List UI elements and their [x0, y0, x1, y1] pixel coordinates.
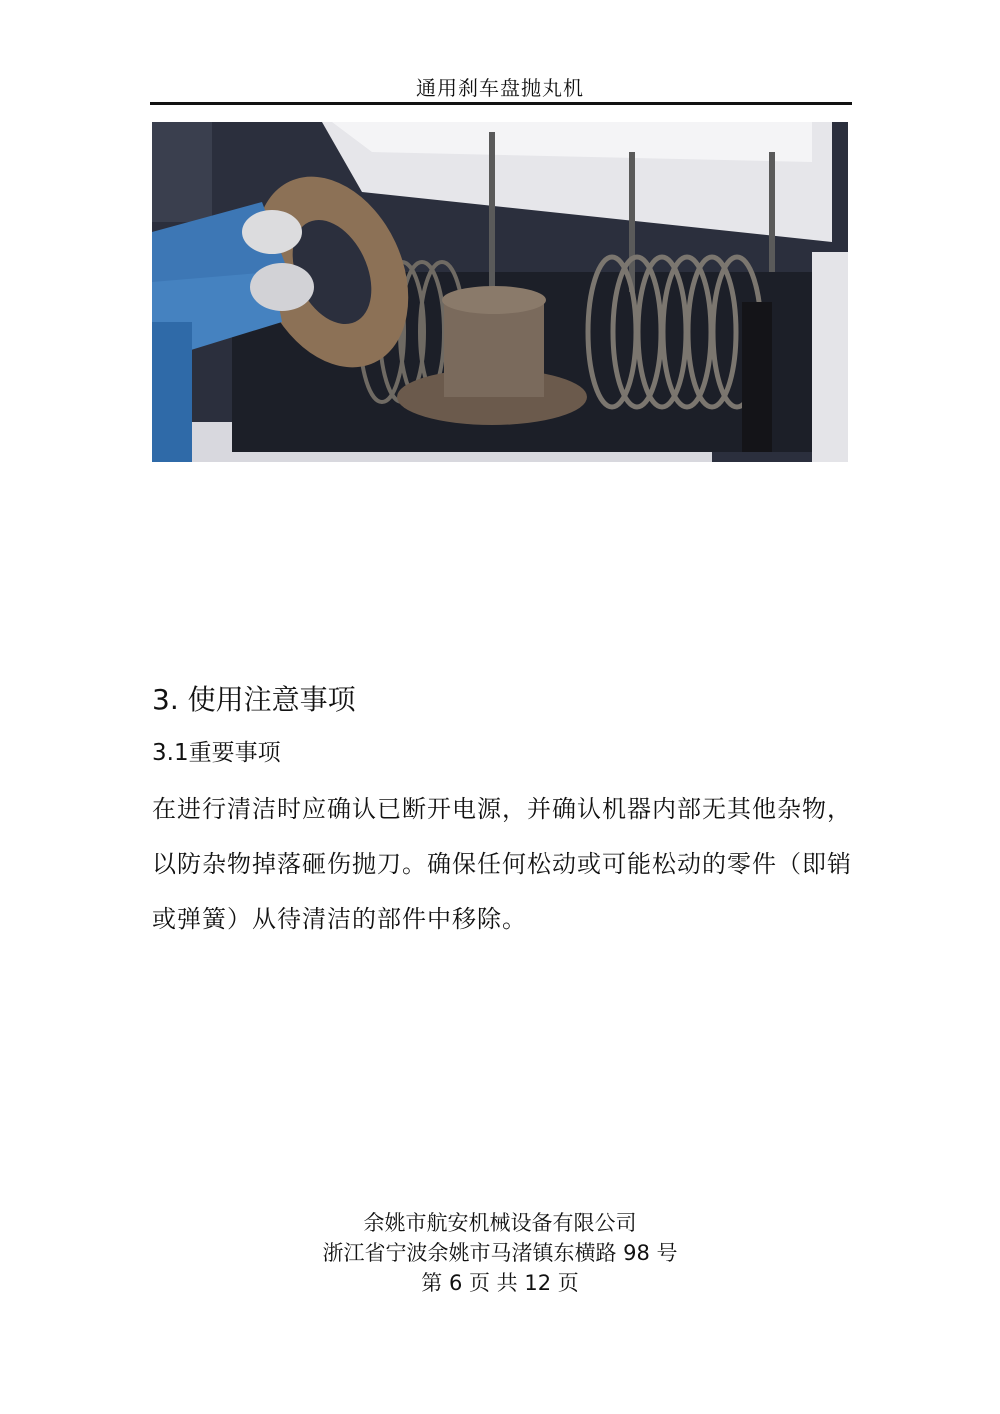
section-body-text: 在进行清洁时应确认已断开电源，并确认机器内部无其他杂物，以防杂物掉落砸伤抛刀。确保任何松动或可能松动的零件（即销或弹簧）从待清洁的部件中移除。	[152, 795, 852, 933]
page-header-title: 通用刹车盘抛丸机	[416, 76, 584, 100]
section-heading: 3. 使用注意事项	[152, 683, 356, 716]
footer-company: 余姚市航安机械设备有限公司	[363, 1211, 637, 1235]
footer-address: 浙江省宁波余姚市马渚镇东横路 98 号	[322, 1241, 678, 1265]
header-divider	[150, 102, 852, 105]
footer-page-number: 第 6 页 共 12 页	[421, 1271, 579, 1295]
page-footer	[0, 1208, 1000, 1298]
subsection-heading: 3.1重要事项	[152, 740, 281, 766]
machine-photo	[152, 122, 848, 462]
